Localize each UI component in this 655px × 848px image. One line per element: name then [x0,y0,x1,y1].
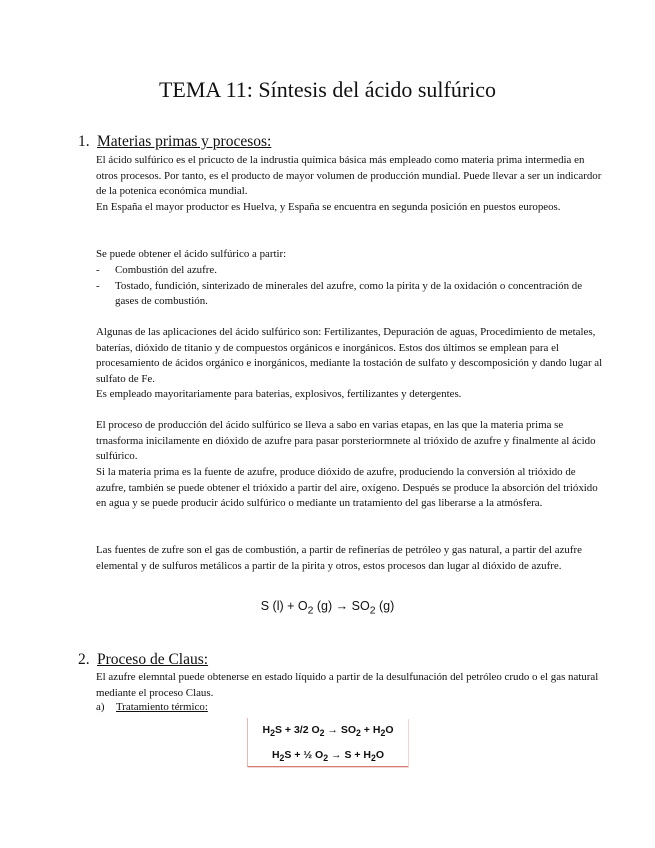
subsection-a-label: a) [96,701,105,713]
arrow-icon: → [328,749,345,762]
section-2-title: Proceso de Claus: [97,651,209,668]
arrow-icon: → [324,724,341,736]
section-2-paragraph-1: El azufre elemntal puede obtenerse en estado líquido a partir de la desulfunación del petróleo crudo o el gas natural mediante el proceso Claus. [96,671,599,699]
section-1-number: 1. [78,133,90,150]
subsection-a-title: Tratamiento térmico: [116,701,208,713]
sources-list [96,263,606,310]
section-1-paragraph-5: Es empleado mayoritariamente para baterias, explosivos, fertilizantes y detergentes. [96,388,462,400]
section-1-paragraph-4: Algunas de las aplicaciones del ácido sulfúrico son: Fertilizantes, Depuración de aguas, Procedimiento de metales, baterías, dióxido de titanio y de compuestos orgánicos e inorgánicos. Estos dos últimos se emplean para el procesamiento de ácidos orgánico e inorgánicos, mediante la tostación de sulfato y descomposición y dando lugar al sulfato de Fe. [96,326,603,385]
subsection-a-heading [96,700,208,716]
section-1-paragraph-7: Si la materia prima es la fuente de azufre, produce dióxido de azufre, produciendo la conversión al trióxido de azufre, también se puede obtener el trióxido a partir del aire, oxígeno. Después se produce la absorción del trióxido en agua y se puede producir ácido sulfúrico o mediante un tratamiento del gas liberarse a la atmósfera. [96,466,598,510]
section-2-number: 2. [78,651,90,668]
list-item [96,279,606,310]
section-1-title: Materias primas y procesos: [97,133,272,150]
arrow-icon: → [335,599,349,613]
sulfur-combustion-equation: S $(l) + O_2$ $(g) \to SO_2$ (g) [260,599,395,617]
section-1-paragraph-1: El ácido sulfúrico es el pricucto de la indrustia química básica más empleado como materia prima intermedia en otros procesos. Por tanto, es el producto de mayor volumen de producción mundial. Puede llevar a ser un indicardor de la potenica económica mundial. [96,154,602,198]
claus-reaction-1: $H_2S + 3/2$ $O_2 \to SO_2 + H_2O$ [262,724,394,739]
section-1-paragraph-3: Se puede obtener el ácido sulfúrico a partir: [96,248,287,260]
section-1-heading [78,132,271,152]
section-1-paragraph-6: El proceso de producción del ácido sulfúrico se lleva a sabo en varias etapas, en las que la materia prima se trnasforma inicilamente en dióxido de azufre para pasar porsteriormnete al trióxido de azufre y finalmente al ácido sulfúrico. [96,419,596,463]
section-1-paragraph-8: Las fuentes de zufre son el gas de combustión, a partir de refinerías de petróleo y gas natural, a partir del azufre elemental y de sulfuros metálicos a partir de la pirita y otros, estos procesos dan lugar al dióxido de azufre. [96,544,582,572]
section-2-heading [78,650,208,670]
section-1-paragraph-2: En España el mayor productor es Huelva, y España se encuentra en segunda posición en puestos europeos. [96,201,561,213]
list-item [96,263,606,279]
list-bullet: - [96,264,100,276]
list-bullet: - [96,279,100,292]
list-item-text: Tostado, fundición, sinterizado de minerales del azufre, como la pirita y de la oxidación o concentración de gases de combustión. [115,279,583,308]
claus-reactions-box [247,718,408,767]
page-title: TEMA 11: Síntesis del ácido sulfúrico [158,77,497,102]
list-item-text: Combustión del azufre. [115,264,217,276]
claus-reaction-2: $H_2S$ + ½ $O_2 \to S + H_2O$ [271,749,385,764]
